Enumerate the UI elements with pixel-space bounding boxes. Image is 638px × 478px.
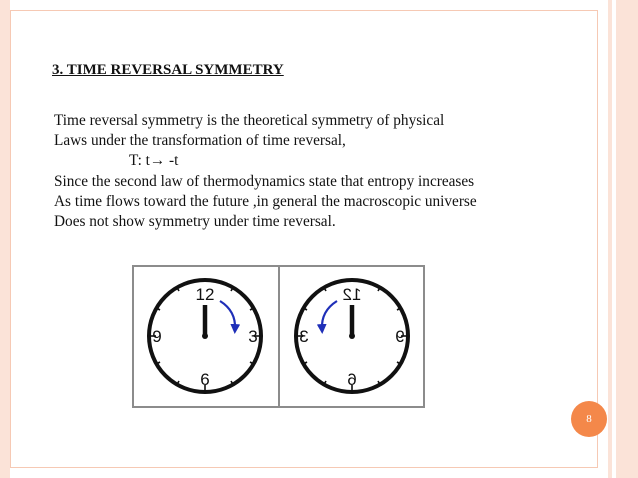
body-line: Since the second law of thermodynamics state that entropy increases	[54, 172, 475, 190]
clock-numeral-6-mirrored: 6	[347, 370, 357, 389]
slide-body	[54, 111, 477, 232]
clock-figure-svg	[134, 267, 423, 406]
body-line: Does not show symmetry under time reversal.	[54, 213, 336, 231]
clock-reversed	[296, 280, 408, 392]
clock-numeral-6: 6	[200, 370, 210, 389]
slide-edge-right	[616, 0, 638, 478]
clock-numeral-9-mirrored: 9	[395, 327, 405, 346]
page-number-badge: 8	[571, 401, 607, 437]
clock-forward	[149, 280, 261, 392]
clock-numeral-12: 12	[195, 285, 215, 304]
body-line: Laws under the transformation of time reversal,	[54, 132, 346, 150]
clock-numeral-9: 9	[152, 327, 162, 346]
body-line: Time reversal symmetry is the theoretical symmetry of physical	[54, 112, 445, 129]
clock-numeral-12-mirrored: 12	[342, 285, 362, 304]
body-line-formula: T: t→ -t	[129, 152, 179, 170]
clock-numeral-3: 3	[248, 327, 258, 346]
clock-figure	[132, 265, 425, 408]
slide-edge-left	[0, 0, 10, 478]
clock-numeral-3-mirrored: 3	[299, 327, 309, 346]
slide-title: 3. TIME REVERSAL SYMMETRY	[52, 62, 284, 78]
body-line: As time flows toward the future ,in general the macroscopic universe	[54, 192, 477, 210]
slide-edge-right-stripe	[608, 0, 612, 478]
